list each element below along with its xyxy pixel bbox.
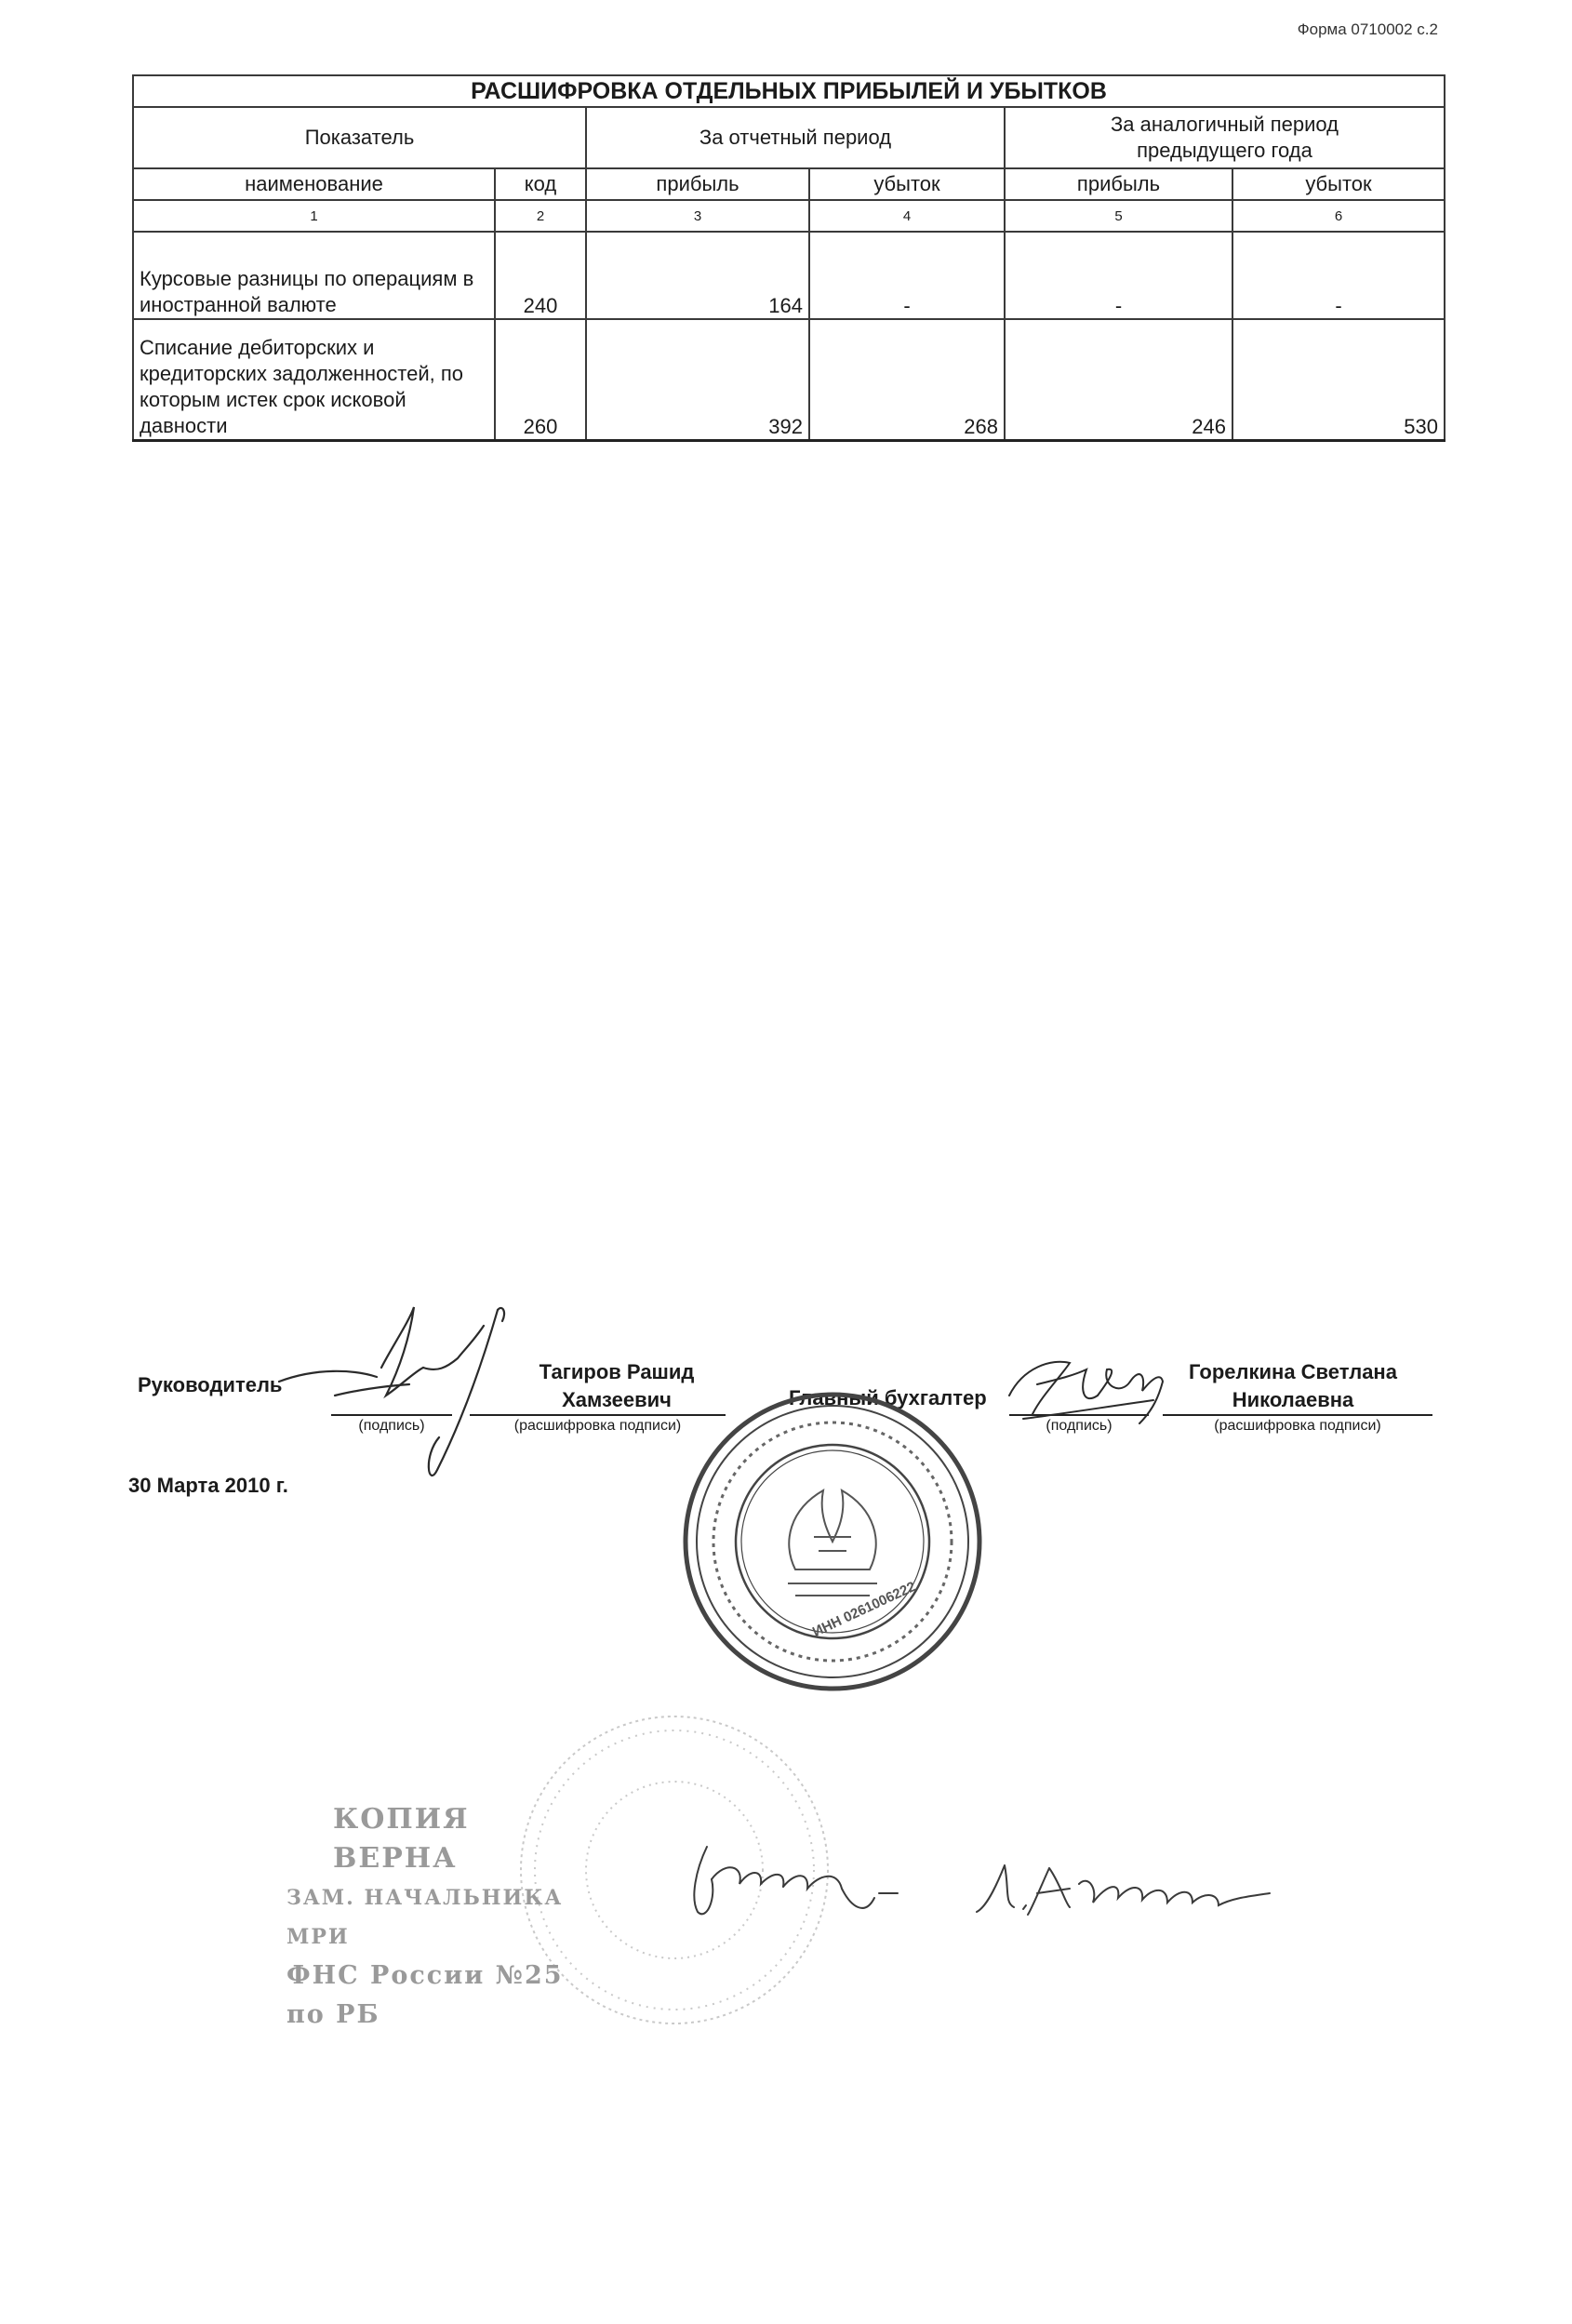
copy-stamp-line-3: ФНС России №25 по РБ	[286, 1961, 564, 2029]
col-header-loss-prev: убыток	[1232, 168, 1445, 200]
row-name: Списание дебиторских и кредиторских задолженностей, по которым истек срок исковой давности	[133, 319, 495, 441]
row-loss: 268	[809, 319, 1005, 441]
col-header-code: код	[495, 168, 586, 200]
row-code: 260	[495, 319, 586, 441]
col-number: 6	[1232, 200, 1445, 232]
row-name: Курсовые разницы по операциям в иностранной валюте	[133, 232, 495, 319]
header-indicator: Показатель	[133, 107, 586, 168]
inspector-handwritten-signature	[977, 1865, 1270, 1915]
company-seal-icon	[686, 1395, 979, 1689]
copy-stamp-line-2: ЗАМ. НАЧАЛЬНИКА МРИ	[286, 1886, 564, 1949]
director-decoding-caption: (расшифровка подписи)	[513, 1418, 682, 1434]
col-header-name: наименование	[133, 168, 495, 200]
director-signature-caption: (подпись)	[358, 1418, 425, 1434]
director-handwritten-signature	[279, 1307, 504, 1476]
director-name: Тагиров Рашид Хамзеевич	[539, 1360, 695, 1411]
svg-text:ИНН 0261006222: ИНН 0261006222	[810, 1578, 919, 1641]
row-loss: -	[809, 232, 1005, 319]
col-header-profit-prev: прибыль	[1005, 168, 1232, 200]
col-number: 1	[133, 200, 495, 232]
accountant-label: Главный бухгалтер	[789, 1386, 987, 1409]
col-number: 2	[495, 200, 586, 232]
certifier-handwritten-signature	[694, 1847, 898, 1914]
col-number: 4	[809, 200, 1005, 232]
copy-stamp-line-1: КОПИЯ ВЕРНА	[333, 1803, 470, 1875]
accountant-name: Горелкина Светлана Николаевна	[1189, 1360, 1397, 1411]
accountant-signature-caption: (подпись)	[1046, 1418, 1112, 1434]
document-date: 30 Марта 2010 г.	[128, 1474, 288, 1497]
row-code: 240	[495, 232, 586, 319]
header-reporting-period: За отчетный период	[586, 107, 1005, 168]
form-code: Форма 0710002 с.2	[1297, 20, 1438, 38]
accountant-handwritten-signature	[1009, 1362, 1163, 1423]
accountant-decoding-caption: (расшифровка подписи)	[1214, 1418, 1381, 1434]
col-number: 3	[586, 200, 809, 232]
col-header-loss: убыток	[809, 168, 1005, 200]
header-previous-period: За аналогичный период предыдущего года	[1005, 107, 1445, 168]
row-profit-prev: 246	[1005, 319, 1232, 441]
director-label: Руководитель	[138, 1373, 283, 1396]
col-number: 5	[1005, 200, 1232, 232]
row-profit: 164	[586, 232, 809, 319]
row-loss-prev: 530	[1232, 319, 1445, 441]
row-loss-prev: -	[1232, 232, 1445, 319]
row-profit: 392	[586, 319, 809, 441]
copy-certified-stamp	[286, 1800, 593, 2035]
table-title: РАСШИФРОВКА ОТДЕЛЬНЫХ ПРИБЫЛЕЙ И УБЫТКОВ	[133, 75, 1445, 107]
col-header-profit: прибыль	[586, 168, 809, 200]
row-profit-prev: -	[1005, 232, 1232, 319]
